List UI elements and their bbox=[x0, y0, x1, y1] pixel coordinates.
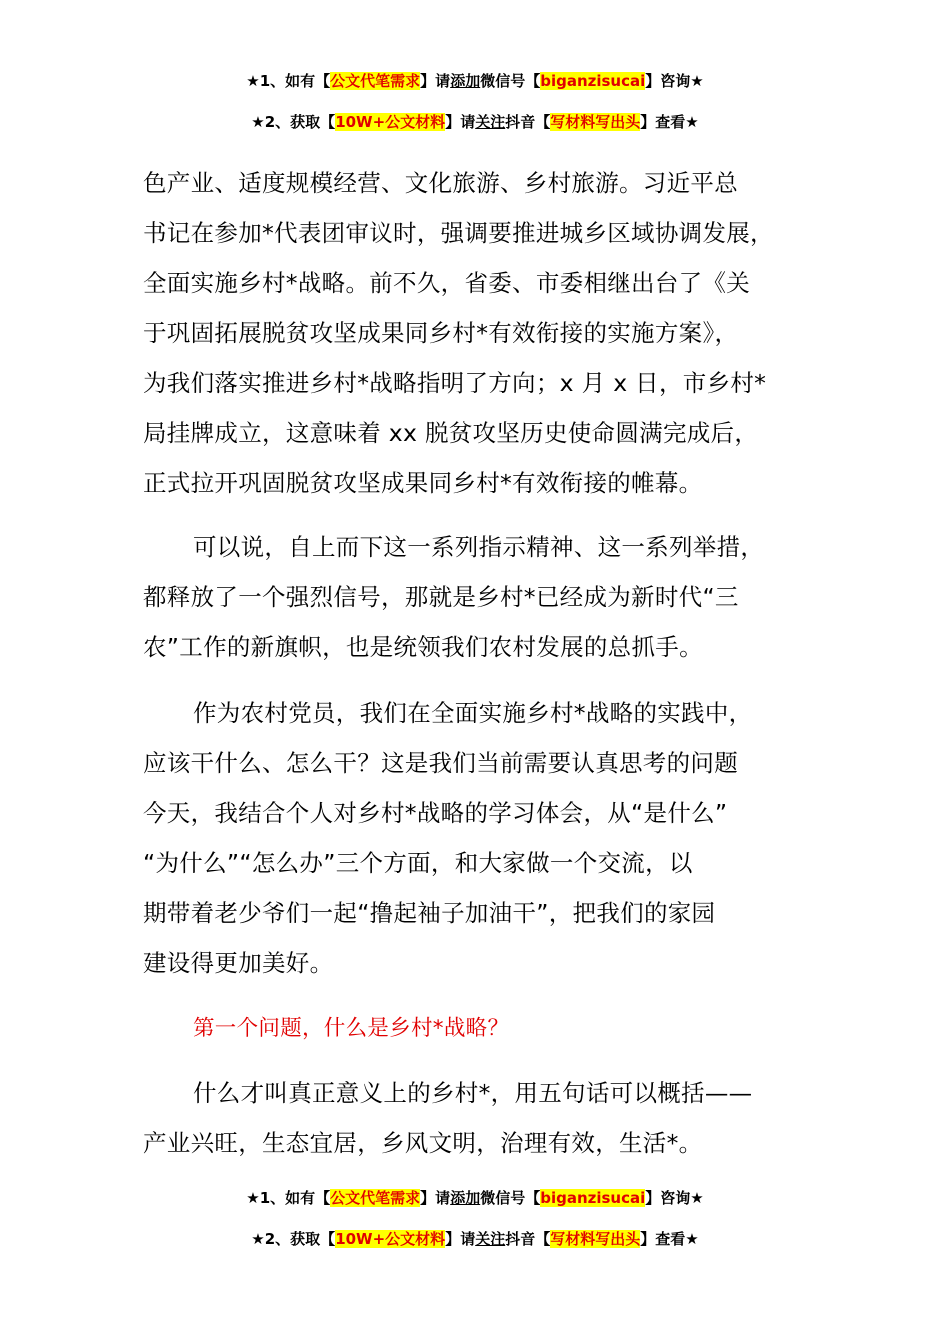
footer-line-1-mid-2: 微信号【 bbox=[480, 1189, 541, 1207]
footer-line-1-highlight-2: biganzisucai bbox=[540, 1189, 646, 1207]
paragraph-line: 农”工作的新旗帜，也是统领我们农村发展的总抓手。 bbox=[143, 633, 703, 661]
paragraph-line: 色产业、适度规模经营、文化旅游、乡村旅游。习近平总 bbox=[143, 169, 738, 197]
section-heading-text: 第一个问题，什么是乡村*战略？ bbox=[193, 1016, 510, 1041]
footer-line-2-highlight-1: 10W+公文材料 bbox=[335, 1230, 446, 1248]
header-line-1-mid-2: 微信号【 bbox=[480, 72, 541, 90]
paragraph-1 bbox=[143, 158, 833, 508]
footer-line-2-prefix: ★2、获取【 bbox=[251, 1230, 336, 1248]
header-line-2-mid-1: 】请 bbox=[445, 113, 476, 131]
header-line-1-highlight-2: biganzisucai bbox=[540, 72, 646, 90]
footer-line-1-prefix: ★1、如有【 bbox=[246, 1189, 331, 1207]
header-line-1-underlined: 添加 bbox=[450, 72, 481, 90]
footer-line-1-underlined: 添加 bbox=[450, 1189, 481, 1207]
header-line-2-suffix: 】查看★ bbox=[640, 113, 699, 131]
header-line-2-highlight-2: 写材料写出头 bbox=[550, 113, 641, 131]
header-line-1-suffix: 】咨询★ bbox=[645, 72, 704, 90]
paragraph-line: 为我们落实推进乡村*战略指明了方向；x 月 x 日，市乡村* bbox=[143, 369, 767, 397]
paragraph-line: 可以说，自上而下这一系列指示精神、这一系列举措， bbox=[193, 533, 765, 561]
footer-line-1-suffix: 】咨询★ bbox=[645, 1189, 704, 1207]
paragraph-line: 书记在参加*代表团审议时，强调要推进城乡区域协调发展， bbox=[143, 219, 774, 247]
paragraph-line: “为什么”“怎么办”三个方面，和大家做一个交流，以 bbox=[143, 849, 693, 877]
header-line-2 bbox=[0, 111, 950, 133]
paragraph-3 bbox=[143, 688, 833, 988]
header-line-1-prefix: ★1、如有【 bbox=[246, 72, 331, 90]
footer-line-2 bbox=[0, 1228, 950, 1250]
paragraph-line: 全面实施乡村*战略。前不久，省委、市委相继出台了《关 bbox=[143, 269, 751, 297]
footer-line-1 bbox=[0, 1187, 950, 1209]
paragraph-line: 产业兴旺，生态宜居，乡风文明，治理有效，生活*。 bbox=[143, 1129, 703, 1157]
paragraph-line: 期带着老少爷们一起“撸起袖子加油干”，把我们的家园 bbox=[143, 899, 716, 927]
paragraph-line: 应该干什么、怎么干？这是我们当前需要认真思考的问题 bbox=[143, 749, 738, 777]
header-line-2-underlined: 关注 bbox=[475, 113, 506, 131]
paragraph-line: 什么才叫真正意义上的乡村*，用五句话可以概括—— bbox=[193, 1079, 753, 1107]
footer-line-1-highlight-1: 公文代笔需求 bbox=[330, 1189, 421, 1207]
header-line-1 bbox=[0, 70, 950, 92]
paragraph-5 bbox=[143, 1068, 833, 1168]
footer-line-2-suffix: 】查看★ bbox=[640, 1230, 699, 1248]
footer-line-2-mid-2: 抖音【 bbox=[505, 1230, 551, 1248]
header-line-1-highlight-1: 公文代笔需求 bbox=[330, 72, 421, 90]
section-heading bbox=[143, 1004, 833, 1054]
footer-line-2-highlight-2: 写材料写出头 bbox=[550, 1230, 641, 1248]
footer-line-2-underlined: 关注 bbox=[475, 1230, 506, 1248]
header-line-2-mid-2: 抖音【 bbox=[505, 113, 551, 131]
paragraph-line: 今天，我结合个人对乡村*战略的学习体会，从“是什么” bbox=[143, 799, 728, 827]
paragraph-line: 建设得更加美好。 bbox=[143, 949, 334, 977]
paragraph-line: 都释放了一个强烈信号，那就是乡村*已经成为新时代“三 bbox=[143, 583, 739, 611]
header-line-1-mid-1: 】请 bbox=[420, 72, 451, 90]
header-line-2-prefix: ★2、获取【 bbox=[251, 113, 336, 131]
paragraph-line: 局挂牌成立，这意味着 xx 脱贫攻坚历史使命圆满完成后， bbox=[143, 419, 759, 447]
paragraph-line: 于巩固拓展脱贫攻坚成果同乡村*有效衔接的实施方案》， bbox=[143, 319, 739, 347]
footer-line-1-mid-1: 】请 bbox=[420, 1189, 451, 1207]
paragraph-2 bbox=[143, 522, 833, 672]
paragraph-line: 作为农村党员，我们在全面实施乡村*战略的实践中， bbox=[193, 699, 753, 727]
footer-line-2-mid-1: 】请 bbox=[445, 1230, 476, 1248]
paragraph-line: 正式拉开巩固脱贫攻坚成果同乡村*有效衔接的帷幕。 bbox=[143, 469, 703, 497]
header-line-2-highlight-1: 10W+公文材料 bbox=[335, 113, 446, 131]
